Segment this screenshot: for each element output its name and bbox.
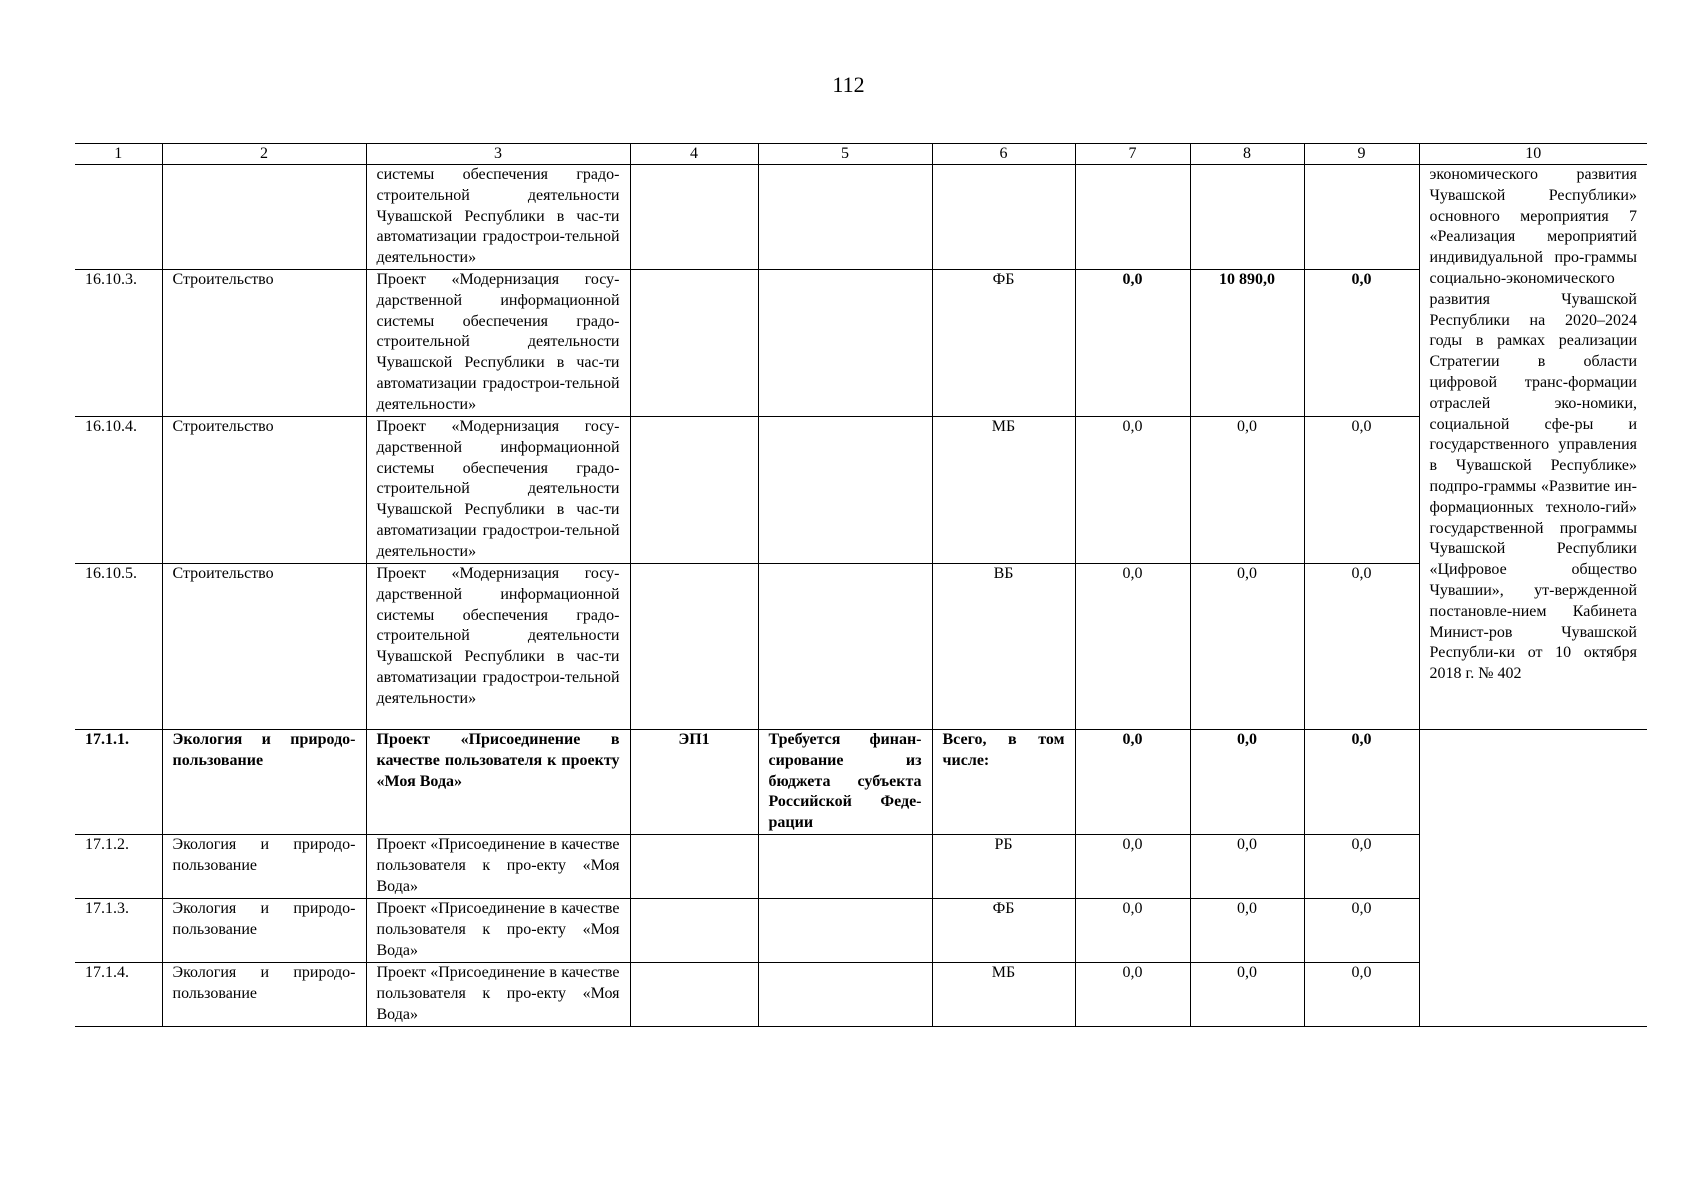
value-cell-8: 0,0 bbox=[1190, 835, 1304, 899]
table-row bbox=[75, 835, 1647, 899]
value-cell-7: 0,0 bbox=[1075, 417, 1190, 564]
source-cell: МБ bbox=[932, 963, 1075, 1027]
row-number: 16.10.4. bbox=[75, 417, 162, 564]
value-cell-9: 0,0 bbox=[1304, 564, 1419, 730]
value-cell-7: 0,0 bbox=[1075, 564, 1190, 730]
table-row-total bbox=[75, 730, 1647, 835]
value-cell-8 bbox=[1190, 165, 1304, 270]
project-cell: Проект «Присоединение в качестве пользователя к про-екту «Моя Вода» bbox=[366, 835, 630, 899]
value-cell-8: 0,0 bbox=[1190, 730, 1304, 835]
value-cell-7 bbox=[1075, 165, 1190, 270]
row-number: 17.1.4. bbox=[75, 963, 162, 1027]
code-cell: ЭП1 bbox=[630, 730, 758, 835]
source-cell: РБ bbox=[932, 835, 1075, 899]
value-cell-8: 0,0 bbox=[1190, 963, 1304, 1027]
row-number: 17.1.1. bbox=[75, 730, 162, 835]
project-cell: Проект «Модернизация госу-дарственной информационной системы обеспечения градо-строительной деятельности Чувашской Республики в час-ти автоматизации градострои-тельной деятельности» bbox=[366, 417, 630, 564]
code-cell bbox=[630, 899, 758, 963]
basis-note-cell: экономического развития Чувашской Республики» основного мероприятия 7 «Реализация мероприятий индивидуальной про-граммы социально-экономического развития Чувашской Республики на 2020–2024 годы в рамках реализации Стратегии в области цифровой транс-формации отраслей эко-номики, социальной сфе-ры и государственного управления в Чувашской Республике» подпро-граммы «Развитие ин-формационных техноло-гий» государственной программы Чувашской Республики «Цифровое общество Чувашии», ут-вержденной постановле-нием Кабинета Минист-ров Чувашской Республи-ки от 10 октября 2018 г. № 402 bbox=[1419, 165, 1647, 730]
empty-note-cell bbox=[1419, 730, 1647, 1027]
project-cell: системы обеспечения градо-строительной деятельности Чувашской Республики в час-ти автоматизации градострои-тельной деятельности» bbox=[366, 165, 630, 270]
code-cell bbox=[630, 564, 758, 730]
column-number: 4 bbox=[630, 144, 758, 165]
column-number: 3 bbox=[366, 144, 630, 165]
code-cell bbox=[630, 417, 758, 564]
code-cell bbox=[630, 165, 758, 270]
table-row bbox=[75, 165, 1647, 270]
table-row bbox=[75, 899, 1647, 963]
value-cell-7: 0,0 bbox=[1075, 899, 1190, 963]
column-numbers-row bbox=[75, 144, 1647, 165]
direction-cell: Строительство bbox=[162, 564, 366, 730]
table-row bbox=[75, 564, 1647, 730]
direction-cell: Экология и природо-пользование bbox=[162, 963, 366, 1027]
comment-cell bbox=[758, 963, 932, 1027]
value-cell-8: 0,0 bbox=[1190, 564, 1304, 730]
column-number: 9 bbox=[1304, 144, 1419, 165]
row-number: 16.10.3. bbox=[75, 270, 162, 417]
column-number: 7 bbox=[1075, 144, 1190, 165]
source-cell: МБ bbox=[932, 417, 1075, 564]
column-number: 5 bbox=[758, 144, 932, 165]
comment-cell bbox=[758, 835, 932, 899]
direction-cell: Строительство bbox=[162, 270, 366, 417]
value-cell-9: 0,0 bbox=[1304, 899, 1419, 963]
row-number: 17.1.3. bbox=[75, 899, 162, 963]
value-cell-7: 0,0 bbox=[1075, 963, 1190, 1027]
direction-cell: Экология и природо-пользование bbox=[162, 730, 366, 835]
source-cell bbox=[932, 165, 1075, 270]
project-cell: Проект «Присоединение в качестве пользователя к проекту «Моя Вода» bbox=[366, 730, 630, 835]
value-cell-9: 0,0 bbox=[1304, 270, 1419, 417]
comment-cell bbox=[758, 270, 932, 417]
direction-cell: Экология и природо-пользование bbox=[162, 835, 366, 899]
column-number: 10 bbox=[1419, 144, 1647, 165]
column-number: 6 bbox=[932, 144, 1075, 165]
source-cell: ФБ bbox=[932, 899, 1075, 963]
comment-cell bbox=[758, 899, 932, 963]
row-number: 17.1.2. bbox=[75, 835, 162, 899]
page-number: 112 bbox=[832, 72, 865, 97]
code-cell bbox=[630, 963, 758, 1027]
value-cell-9 bbox=[1304, 165, 1419, 270]
column-number: 1 bbox=[75, 144, 162, 165]
value-cell-7: 0,0 bbox=[1075, 270, 1190, 417]
table-row bbox=[75, 417, 1647, 564]
code-cell bbox=[630, 270, 758, 417]
column-number: 8 bbox=[1190, 144, 1304, 165]
value-cell-9: 0,0 bbox=[1304, 835, 1419, 899]
source-cell: ФБ bbox=[932, 270, 1075, 417]
value-cell-8: 0,0 bbox=[1190, 417, 1304, 564]
row-number bbox=[75, 165, 162, 270]
source-cell: Всего, в том числе: bbox=[932, 730, 1075, 835]
project-cell: Проект «Присоединение в качестве пользователя к про-екту «Моя Вода» bbox=[366, 899, 630, 963]
project-cell: Проект «Модернизация госу-дарственной информационной системы обеспечения градо-строительной деятельности Чувашской Республики в час-ти автоматизации градострои-тельной деятельности» bbox=[366, 270, 630, 417]
table-row bbox=[75, 270, 1647, 417]
comment-cell: Требуется финан-сирование из бюджета субъекта Российской Феде-рации bbox=[758, 730, 932, 835]
value-cell-8: 10 890,0 bbox=[1190, 270, 1304, 417]
row-number: 16.10.5. bbox=[75, 564, 162, 730]
comment-cell bbox=[758, 165, 932, 270]
table-row bbox=[75, 963, 1647, 1027]
value-cell-9: 0,0 bbox=[1304, 963, 1419, 1027]
direction-cell: Строительство bbox=[162, 417, 366, 564]
project-cell: Проект «Присоединение в качестве пользователя к про-екту «Моя Вода» bbox=[366, 963, 630, 1027]
code-cell bbox=[630, 835, 758, 899]
project-cell: Проект «Модернизация госу-дарственной информационной системы обеспечения градо-строительной деятельности Чувашской Республики в час-ти автоматизации градострои-тельной деятельности» bbox=[366, 564, 630, 730]
direction-cell: Экология и природо-пользование bbox=[162, 899, 366, 963]
source-cell: ВБ bbox=[932, 564, 1075, 730]
value-cell-8: 0,0 bbox=[1190, 899, 1304, 963]
budget-table bbox=[75, 143, 1647, 1027]
value-cell-7: 0,0 bbox=[1075, 730, 1190, 835]
comment-cell bbox=[758, 564, 932, 730]
comment-cell bbox=[758, 417, 932, 564]
direction-cell bbox=[162, 165, 366, 270]
value-cell-9: 0,0 bbox=[1304, 417, 1419, 564]
column-number: 2 bbox=[162, 144, 366, 165]
value-cell-7: 0,0 bbox=[1075, 835, 1190, 899]
value-cell-9: 0,0 bbox=[1304, 730, 1419, 835]
